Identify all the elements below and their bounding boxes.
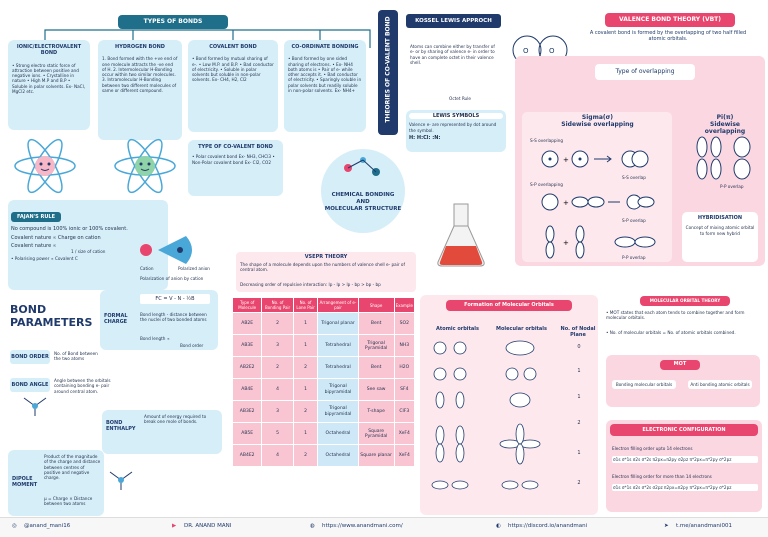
bond-angle-icon [20,394,50,418]
footer-telegram[interactable]: t.me/anandmani001 [676,523,732,529]
vsepr-type: AB4E2 [233,445,262,467]
mo-node-value: 2 [577,480,581,486]
covalent-bond-card [188,40,278,132]
fajan-l1: No compound is 100% ionic or 100% covalent. [11,226,128,233]
svg-text:+: + [563,156,569,164]
sp-overlapping: S-P overlapping [530,182,563,187]
bond-parameters-title: BOND PARAMETERS [10,303,93,330]
pp-overlap-label: P-P overlap [622,255,646,260]
covalent-types-card [188,140,283,196]
bond-order-inline: Bond order [180,343,204,348]
mot-l1: • MOT states that each atom tends to combine together and form molecular orbitals. [606,310,745,321]
vsepr-shape: Square Pyramidal [358,423,394,445]
vsepr-shape: Bent [358,357,394,379]
mo-nodes [573,344,585,500]
vsepr-arr: Octahedral [318,423,358,445]
vsepr-lp: 2 [293,445,318,467]
svg-text:+: + [563,199,569,207]
vsepr-bp: 4 [262,379,293,401]
dipole-label: DIPOLE MOMENT [12,476,38,489]
svg-text:O: O [523,47,529,55]
ss-overlap-diagram [530,145,670,175]
ec-l2: Electron filling order for more than 14 electrons [612,474,712,479]
polarization-diagram [136,230,236,270]
table-row [233,401,415,423]
table-row [233,423,415,445]
vsepr-type: AB5E [233,423,262,445]
center-circle [318,146,408,236]
center-title-line1: CHEMICAL BONDING [331,192,395,198]
table-row [233,335,415,357]
vsepr-type: AB2E [233,313,262,335]
atom-icon [10,136,80,196]
ss-overlapping: S-S overlapping [530,138,564,143]
dipole-icon [106,468,136,492]
mo-node-value: 1 [577,368,581,374]
formal-charge-label: FORMAL CHARGE [104,313,128,326]
vsepr-col-bp: No. of Bonding Pair [262,298,293,313]
kossel-title: KOSSEL LEWIS APPROCH [406,14,501,28]
center-title [318,192,408,213]
dipole-body: Product of the magnitude of the charge and distance between centres of positive and negative charge. [44,454,101,480]
dipole-formula: μ = Charge × Distance between two atoms [44,496,93,507]
coordinate-bond-title: CO-ORDINATE BONDING [291,44,359,50]
vsepr-example: NH3 [394,335,414,357]
mo-col-nodal: No. of Nodal Plane [560,326,596,339]
vsepr-example: SF4 [394,379,414,401]
fajan-l4: • Polarising power ∝ Covalent C [11,256,78,262]
svg-text:O: O [549,47,555,55]
bond-order-body: No. of Bond between the two atoms [54,351,98,362]
vsepr-arr: Tetrahedral [318,357,358,379]
table-row [233,379,415,401]
mo-node-value: 1 [577,394,581,400]
vsepr-type: AB4E [233,379,262,401]
mo-col-atomic: Atomic orbitals [436,326,479,332]
mo-node-value: 2 [577,420,581,426]
vsepr-arr: Trigonal bipyramidal [318,379,358,401]
vbt-body: A covalent bond is formed by the overlapping of two half filled atomic orbitals. [589,30,747,43]
bond-enthalpy-label: BOND ENTHALPY [106,420,136,433]
vsepr-type: AB2E2 [233,357,262,379]
vsepr-lp: 1 [293,379,318,401]
youtube-icon: ▶ [172,523,177,529]
vsepr-bp: 2 [262,357,293,379]
table-row [233,313,415,335]
sp-overlap-diagram [530,188,670,218]
vsepr-example: SO2 [394,313,414,335]
vsepr-shape: Trigonal Pyramidal [358,335,394,357]
vsepr-lp: 2 [293,401,318,423]
covalent-bond-body: • Bond formed by mutual sharing of e-. • Low M.P. and B.P. • Bad conductor of electricity. • Soluble in polar solvents but soluble in non-polar solvents. Ex- CH4, H2, Cl2 [192,56,274,83]
vsepr-col-lp: No. of Lone Pair [293,298,318,313]
telegram-icon: ➤ [664,523,669,529]
mo-node-value: 0 [577,344,581,350]
fajan-frac: 1 / size of cation [71,249,106,254]
vsepr-col-shape: Shape [358,298,394,313]
svg-text:+: + [563,239,569,247]
vsepr-title: VSEPR THEORY [304,254,348,260]
ec-seq1: σ1s σ*1s σ2s σ*2s π2px=π2py σ2pz π*2px=π*2py σ*2pz [612,456,758,463]
pi-label: Pi(π) [716,114,734,121]
kossel-body: Atoms can combine either by transfer of e- or by sharing of valence e- in order to have an complete octet in their valence shell. [410,44,495,65]
vsepr-arr: Tetrahedral [318,335,358,357]
center-title-line2: AND [356,199,370,206]
vsepr-lp: 1 [293,313,318,335]
fajan-title: FAJAN'S RULE [11,212,61,222]
theories-label [378,10,398,135]
globe-icon: ◍ [310,523,315,529]
table-row [233,357,415,379]
hybridisation-card [682,212,758,262]
coordinate-bond-body: • Bond formed by one sided sharing of electrons. • Ex- NH4 both atoms is • Pair of e- while other accepts it. • Bad conductor of electricity. • Sparingly soluble in polar solvents but readily soluble in non-polar solvents. Ex- NH4+ [288,56,362,93]
mo-node-value: 1 [577,450,581,456]
covalent-bond-title: COVALENT BOND [209,44,257,50]
vsepr-example: XeF4 [394,445,414,467]
vsepr-bp: 2 [262,313,293,335]
bond-order-box: BOND ORDER [10,350,50,364]
sigma-sub: Sidewise overlapping [561,121,634,129]
mot-bonding: Bonding molecular orbitals [612,380,676,389]
vsepr-type: AB3E2 [233,401,262,423]
vsepr-body: The shape of a molecule depends upon the numbers of valence shell e- pair of central atom. [240,262,405,273]
lewis-example: H: H:Cl: :N: [409,134,441,141]
mot-title: MOLECULAR ORBITAL THEORY [640,296,730,306]
types-of-bonds-title: TYPES OF BONDS [118,15,228,29]
vsepr-header-row [233,298,415,313]
vsepr-arr: Trigonal planar [318,313,358,335]
hydrogen-bond-title: HYDROGEN BOND [115,44,165,50]
covalent-types-title: TYPE OF CO-VALENT BOND [198,144,273,150]
mo-diagram [430,340,560,510]
atom-icon [110,136,180,196]
lewis-title: LEWIS SYMBOLS [409,113,503,119]
discord-icon: ◐ [496,523,501,529]
hybridisation-title: HYBRIDISATION [697,215,743,221]
lewis-body: Valence e- are represented by dot around the symbol. [409,122,497,133]
vsepr-example: H2O [394,357,414,379]
vsepr-lp: 2 [293,357,318,379]
pi-sub: Sidewise overlapping [704,121,746,136]
polarized-anion-label: Polarized anion [178,266,210,271]
ss-overlap-label: S-S overlap [622,175,646,180]
polarization-caption: Polarization of anion by cation [140,276,204,281]
footer-instagram[interactable]: @anand_mani16 [24,523,71,529]
vsepr-example: XeF4 [394,423,414,445]
vsepr-example: ClF3 [394,401,414,423]
pi-overlap-diagram [690,134,760,184]
vsepr-col-example: Example [394,298,414,313]
formal-formula: FC = V - N - ½B [140,294,210,304]
flask-icon [432,200,492,270]
hydrogen-bond-body: 1. Bond formed with the +ve end of one molecule attracts the -ve end of H. 2. Intermolecular H-Bonding occur within two similar molecules. 3. Intramolecular H-Bonding between two different molecules of same or different compound. [102,56,178,93]
vsepr-arr: Trigonal bipyramidal [318,401,358,423]
bond-length-formula: Bond length ∝ [140,336,170,341]
mo-formation-title: Formation of Molecular Orbitals [446,300,572,311]
mot-l2: • No. of molecular orbitals = No. of atomic orbitals combined. [606,330,736,335]
pi-title [690,114,760,136]
vsepr-shape: See saw [358,379,394,401]
vsepr-col-arr: Arrangement of e- pair [318,298,358,313]
overlap-type: Type of overlapping [595,64,695,80]
vsepr-col-type: Type of Molecule [233,298,262,313]
vsepr-table [232,297,415,467]
vsepr-lp: 1 [293,423,318,445]
footer [0,517,768,537]
fajan-l3: Covalent nature ∝ [11,242,57,249]
vsepr-lp: 1 [293,335,318,357]
sp-overlap-label: S-P overlap [622,218,646,223]
mo-col-molecular: Molecular orbitals [496,326,547,332]
vsepr-shape: Square planar [358,445,394,467]
center-title-line3: MOLECULAR STRUCTURE [324,206,402,213]
footer-discord[interactable]: https://discord.io/anandmani [508,523,588,529]
sigma-title [530,114,665,128]
vsepr-table-wrap [232,297,415,467]
ionic-bond-card [8,40,90,130]
bond-angle-box: BOND ANGLE [10,378,50,392]
mot-antibonding: Anti bonding atomic orbitals [688,380,752,389]
ec-title: ELECTRONIC CONFIGURATION [610,424,758,436]
bond-angle-body: Angle between the orbitals containing bonding e- pair around central atom. [54,378,111,394]
theories-text: THEORIES OF CO-VALENT BOND [384,16,392,123]
vsepr-order: Decreasing order of repulsive interaction: lp - lp > lp - bp > bp - bp [240,282,381,287]
instagram-icon: ◎ [12,523,17,529]
bond-enthalpy-body: Amount of energy required to break one mole of bonds. [144,414,207,425]
coordinate-bond-card [284,40,366,132]
fajan-l2: Covalent nature ∝ Charge on cation [11,234,101,241]
cation-label: Cation [140,266,154,271]
vsepr-shape: Bent [358,313,394,335]
vbt-title: VALENCE BOND THEORY (VBT) [605,13,735,27]
mot-sub: MOT [660,360,700,370]
ionic-bond-body: • Strong electro static force of attraction between positive and negative ions. • Crystalline in nature • High M.P and B.P • Soluble in polar solvents. Ex- NaCl, MgCl2 etc. [12,62,86,94]
ec-l1: Electron filling order upto 14 electrons [612,446,693,451]
pp-overlap-pi-label: P-P overlap [720,184,744,189]
footer-website[interactable]: https://www.anandmani.com/ [322,523,403,529]
covalent-types-body: • Polar covalent bond Ex- NH3, CHCl3 • Non-Polar covalent bond Ex- Cl2, CO2 [192,154,275,165]
ec-seq2: σ1s σ*1s σ2s σ*2s σ2pz π2px=π2py π*2px=π*2py σ*2pz [612,484,758,491]
vsepr-arr: Octahedral [318,445,358,467]
hybridisation-body: Concept of mixing atomic orbital to form new hybrid [685,225,755,236]
vsepr-shape: T-shape [358,401,394,423]
hydrogen-bond-card [98,40,182,140]
vsepr-bp: 4 [262,445,293,467]
formal-body: Bond length - distance between the nuclei of two bonded atoms [140,312,207,323]
footer-youtube[interactable]: DR. ANAND MANI [184,523,232,529]
vsepr-bp: 5 [262,423,293,445]
lewis-card [406,110,506,152]
vsepr-type: AB3E [233,335,262,357]
table-row [233,445,415,467]
octet-rule: Octet Rule [449,96,471,101]
vsepr-bp: 3 [262,335,293,357]
pp-overlap-diagram [530,225,670,260]
vsepr-bp: 3 [262,401,293,423]
ionic-bond-title: IONIC/ELECTROVALENT BOND [16,44,82,57]
sigma-label: Sigma(σ) [581,114,614,121]
